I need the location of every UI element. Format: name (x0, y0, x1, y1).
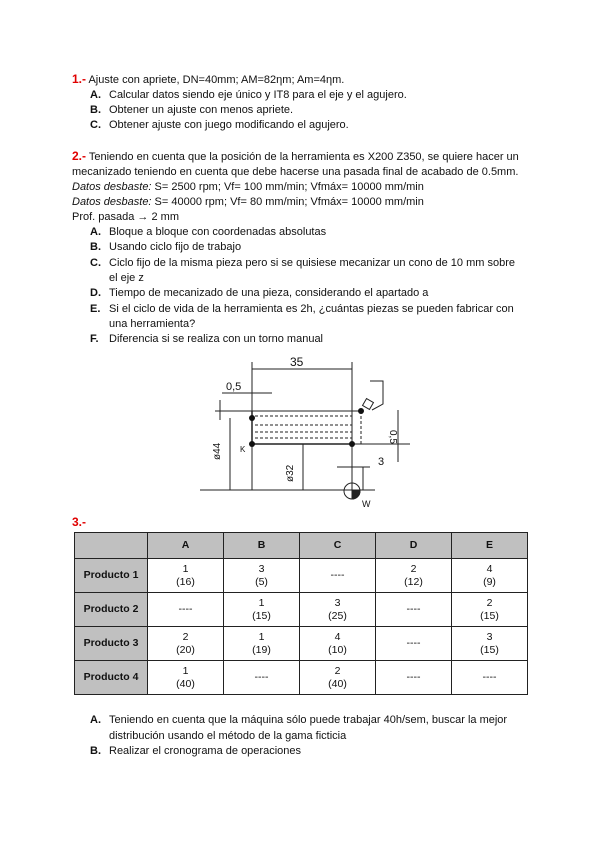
cell-time: (40) (328, 677, 347, 690)
item-text-cont: el eje z (109, 272, 144, 284)
list-item (90, 88, 407, 103)
pass-depth: Prof. pasada → 2 mm (72, 211, 179, 223)
cell-order: 4 (486, 562, 493, 575)
cell-order: ---- (406, 603, 421, 615)
dim-finish-label: 0,5 (387, 430, 398, 444)
cell-order: 4 (334, 630, 341, 643)
column-header: E (452, 533, 528, 559)
dim-length-label: 35 (290, 355, 304, 369)
cell-time: (12) (404, 575, 423, 588)
item-text: Teniendo en cuenta que la máquina sólo puede trabajar 40h/sem, buscar la mejor (109, 714, 508, 726)
item-letter: B. (90, 104, 101, 116)
item-text: Obtener un ajuste con menos apriete. (109, 104, 294, 116)
item-letter: E. (90, 303, 101, 315)
item-text: Obtener ajuste con juego modificando el agujero. (109, 119, 349, 131)
table-cell (300, 559, 376, 593)
list-item (90, 256, 515, 271)
cell-time: (40) (176, 677, 195, 690)
column-header: B (224, 533, 300, 559)
row-header: Producto 1 (75, 559, 148, 593)
cell-order: 3 (258, 562, 265, 575)
cell-order: ---- (178, 603, 193, 615)
point-k-label: K (240, 445, 246, 454)
lathe-part-drawing (180, 350, 410, 510)
operations-table (74, 532, 528, 695)
question-text: Ajuste con apriete, DN=40mm; AM=82ηm; Am=4ηm. (88, 74, 345, 86)
list-item (90, 103, 293, 118)
row-header: Producto 3 (75, 627, 148, 661)
table-cell (452, 593, 528, 627)
table-cell (148, 661, 224, 695)
item-text: Usando ciclo fijo de trabajo (109, 241, 242, 253)
cell-order: ---- (406, 671, 421, 683)
list-item (90, 713, 507, 728)
cell-time: (15) (480, 643, 499, 656)
point-w-label: W (362, 499, 371, 509)
table-cell (376, 627, 452, 661)
item-letter: F. (90, 333, 99, 345)
table-cell (452, 559, 528, 593)
item-text-cont: distribución usando el método de la gama ficticia (109, 730, 347, 742)
list-item (90, 332, 323, 347)
item-text: Realizar el cronograma de operaciones (109, 745, 301, 757)
cell-time: (15) (480, 609, 499, 622)
dim-3-label: 3 (378, 456, 385, 468)
table-cell (224, 559, 300, 593)
cell-order: ---- (482, 671, 497, 683)
table-cell (148, 559, 224, 593)
cell-order: 1 (258, 596, 265, 609)
cell-time: (16) (176, 575, 195, 588)
row-header: Producto 2 (75, 593, 148, 627)
list-item (90, 118, 349, 133)
cell-time: (25) (328, 609, 347, 622)
list-item (90, 744, 301, 759)
question-text: Teniendo en cuenta que la posición de la herramienta es X200 Z350, se quiere hacer un (88, 151, 519, 163)
cell-time: (20) (176, 643, 195, 656)
cell-order: 3 (486, 630, 493, 643)
table-row (75, 559, 528, 593)
data-line-1 (72, 180, 424, 195)
data-label: Datos desbaste: (72, 181, 152, 193)
cell-time: (19) (252, 643, 271, 656)
table-cell (300, 593, 376, 627)
dim-d44-label: ø44 (212, 442, 223, 460)
data-value: S= 40000 rpm; Vf= 80 mm/min; Vfmáx= 10000 mm/min (151, 196, 424, 208)
item-text: Ciclo fijo de la misma pieza pero si se quisiese mecanizar un cono de 10 mm sobre (109, 257, 515, 269)
list-item (90, 240, 241, 255)
item-text: Tiempo de mecanizado de una pieza, considerando el apartado a (109, 287, 429, 299)
table-cell (300, 661, 376, 695)
cell-order: ---- (406, 637, 421, 649)
question-1 (72, 72, 344, 88)
item-letter: A. (90, 89, 101, 101)
table-cell (452, 627, 528, 661)
item-text: Bloque a bloque con coordenadas absolutas (109, 226, 327, 238)
table-cell (376, 661, 452, 695)
table-row (75, 661, 528, 695)
cell-order: 1 (258, 630, 265, 643)
item-text: Diferencia si se realiza con un torno manual (109, 333, 324, 345)
cell-time: (15) (252, 609, 271, 622)
cell-order: ---- (330, 569, 345, 581)
table-cell (300, 627, 376, 661)
question-number: 1.- (72, 72, 87, 86)
item-text-cont: una herramienta? (109, 318, 196, 330)
item-letter: C. (90, 119, 101, 131)
column-header: D (376, 533, 452, 559)
item-letter: D. (90, 287, 101, 299)
cell-order: 3 (334, 596, 341, 609)
table-cell (376, 593, 452, 627)
table-row (75, 627, 528, 661)
column-header: A (148, 533, 224, 559)
item-text: Calcular datos siendo eje único y IT8 para el eje y el agujero. (109, 89, 407, 101)
table-row (75, 593, 528, 627)
item-letter: C. (90, 257, 101, 269)
row-header: Producto 4 (75, 661, 148, 695)
cell-order: 1 (182, 562, 189, 575)
list-item (90, 286, 428, 301)
cell-order: ---- (254, 671, 269, 683)
data-line-2 (72, 195, 424, 210)
item-letter: B. (90, 745, 101, 757)
dim-step-label: 0,5 (226, 381, 242, 393)
item-letter: A. (90, 226, 101, 238)
table-cell (148, 627, 224, 661)
item-letter: B. (90, 241, 101, 253)
cell-order: 2 (410, 562, 417, 575)
item-text: Si el ciclo de vida de la herramienta es 2h, ¿cuántas piezas se pueden fabricar con (109, 303, 514, 315)
table-cell (376, 559, 452, 593)
table-cell (224, 661, 300, 695)
table-cell (224, 593, 300, 627)
question-text-cont: mecanizado teniendo en cuenta que debe hacerse una pasada final de acabado de 0.5mm. (72, 166, 519, 178)
data-value: S= 2500 rpm; Vf= 100 mm/min; Vfmáx= 10000 mm/min (151, 181, 424, 193)
cell-order: 1 (182, 664, 189, 677)
list-item (90, 225, 326, 240)
question-number: 3.- (72, 515, 87, 529)
cell-order: 2 (486, 596, 493, 609)
item-letter: A. (90, 714, 101, 726)
table-cell (224, 627, 300, 661)
cell-time: (5) (255, 575, 268, 588)
cell-time: (9) (483, 575, 496, 588)
table-cell (148, 593, 224, 627)
data-label: Datos desbaste: (72, 196, 152, 208)
question-number: 2.- (72, 149, 87, 163)
question-2 (72, 149, 519, 165)
column-header: C (300, 533, 376, 559)
cell-order: 2 (182, 630, 189, 643)
dim-d32-label: ø32 (285, 464, 296, 482)
table-cell (452, 661, 528, 695)
cell-time: (10) (328, 643, 347, 656)
list-item (90, 302, 514, 317)
question-3 (72, 515, 86, 531)
cell-order: 2 (334, 664, 341, 677)
column-header (75, 533, 148, 559)
